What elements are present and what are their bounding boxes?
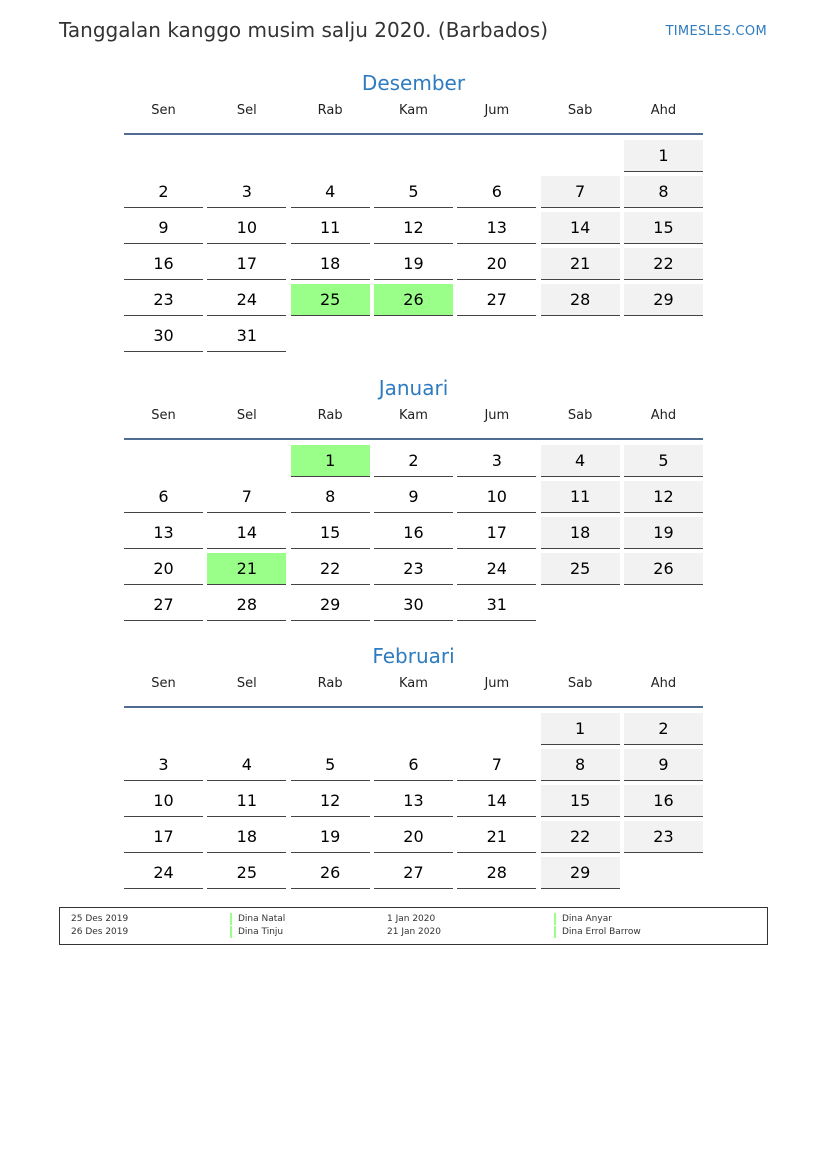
holiday-legend	[59, 907, 768, 945]
day-cell: 17	[207, 248, 286, 280]
legend-date: 21 Jan 2020	[387, 927, 441, 937]
day-cell: 15	[291, 517, 370, 549]
day-cell: 29	[624, 284, 703, 316]
legend-date: 25 Des 2019	[71, 914, 129, 924]
month-name: Februari	[372, 644, 455, 668]
day-cell: 16	[624, 785, 703, 817]
day-cell: 26	[291, 857, 370, 889]
empty-day-cell	[374, 713, 453, 744]
day-cell: 24	[457, 553, 536, 585]
day-cell: 28	[541, 284, 620, 316]
month-block	[124, 374, 703, 625]
day-cell: 21	[541, 248, 620, 280]
empty-day-cell	[457, 140, 536, 171]
day-cell: 5	[291, 749, 370, 781]
day-cell: 2	[624, 713, 703, 745]
day-cell: 25	[541, 553, 620, 585]
day-cell: 15	[541, 785, 620, 817]
empty-day-cell	[624, 320, 703, 351]
day-cell: 30	[374, 589, 453, 621]
day-cell: 15	[624, 212, 703, 244]
day-cell: 27	[374, 857, 453, 889]
day-cell: 1	[541, 713, 620, 745]
day-cell: 19	[374, 248, 453, 280]
day-cell: 2	[374, 445, 453, 477]
day-cell: 16	[124, 248, 203, 280]
day-cell: 14	[207, 517, 286, 549]
empty-day-cell	[207, 713, 286, 744]
day-cell: 11	[291, 212, 370, 244]
weekday-label: Kam	[399, 103, 428, 118]
weekday-label: Ahd	[650, 408, 677, 423]
weekday-header	[124, 674, 703, 708]
legend-date: 26 Des 2019	[71, 927, 129, 937]
weekday-label: Sel	[236, 103, 257, 118]
empty-day-cell	[457, 713, 536, 744]
week-row	[124, 212, 703, 248]
day-cell: 11	[541, 481, 620, 513]
day-cell: 21	[457, 821, 536, 853]
day-cell: 13	[374, 785, 453, 817]
day-cell: 7	[457, 749, 536, 781]
day-cell: 1	[624, 140, 703, 172]
weekday-header	[124, 406, 703, 440]
week-grid	[124, 445, 703, 625]
day-cell: 24	[124, 857, 203, 889]
day-cell: 10	[457, 481, 536, 513]
day-cell: 28	[457, 857, 536, 889]
weekday-label: Sen	[151, 676, 176, 691]
weekday-label: Sab	[567, 408, 593, 423]
weekday-label: Sab	[567, 676, 593, 691]
day-cell: 5	[374, 176, 453, 208]
weekday-label: Rab	[317, 103, 343, 118]
day-cell: 22	[541, 821, 620, 853]
day-cell: 6	[124, 481, 203, 513]
week-row	[124, 589, 703, 625]
day-cell: 14	[457, 785, 536, 817]
day-cell: 23	[374, 553, 453, 585]
empty-day-cell	[207, 140, 286, 171]
day-cell: 31	[457, 589, 536, 621]
week-row	[124, 481, 703, 517]
page-title: Tanggalan kanggo musim salju 2020. (Barbados)	[59, 18, 548, 42]
day-cell: 8	[291, 481, 370, 513]
week-row	[124, 857, 703, 893]
day-cell: 25	[291, 284, 370, 316]
day-cell: 20	[374, 821, 453, 853]
empty-day-cell	[541, 589, 620, 620]
empty-day-cell	[541, 140, 620, 171]
day-cell: 4	[207, 749, 286, 781]
day-cell: 20	[124, 553, 203, 585]
day-cell: 3	[207, 176, 286, 208]
day-cell: 18	[207, 821, 286, 853]
day-cell: 23	[124, 284, 203, 316]
week-row	[124, 785, 703, 821]
weekday-label: Sel	[236, 408, 257, 423]
day-cell: 9	[374, 481, 453, 513]
empty-day-cell	[374, 140, 453, 171]
day-cell: 17	[124, 821, 203, 853]
day-cell: 6	[374, 749, 453, 781]
day-cell: 23	[624, 821, 703, 853]
empty-day-cell	[291, 320, 370, 351]
legend-holiday-name: Dina Tinju	[230, 926, 283, 938]
day-cell: 19	[291, 821, 370, 853]
day-cell: 22	[624, 248, 703, 280]
week-row	[124, 713, 703, 749]
day-cell: 13	[124, 517, 203, 549]
day-cell: 8	[541, 749, 620, 781]
day-cell: 27	[457, 284, 536, 316]
empty-day-cell	[207, 445, 286, 476]
weekday-label: Jum	[484, 676, 510, 691]
legend-holiday-name: Dina Natal	[230, 913, 285, 925]
day-cell: 8	[624, 176, 703, 208]
empty-day-cell	[374, 320, 453, 351]
empty-day-cell	[291, 713, 370, 744]
weekday-label: Sab	[567, 103, 593, 118]
week-row	[124, 320, 703, 356]
day-cell: 12	[291, 785, 370, 817]
week-grid	[124, 140, 703, 356]
month-block	[124, 69, 703, 356]
week-row	[124, 140, 703, 176]
day-cell: 7	[207, 481, 286, 513]
empty-day-cell	[624, 589, 703, 620]
legend-holiday-name: Dina Anyar	[554, 913, 612, 925]
month-name: Januari	[378, 376, 449, 400]
weekday-label: Kam	[399, 408, 428, 423]
day-cell: 20	[457, 248, 536, 280]
day-cell: 11	[207, 785, 286, 817]
week-row	[124, 821, 703, 857]
weekday-label: Kam	[399, 676, 428, 691]
legend-date: 1 Jan 2020	[387, 914, 436, 924]
day-cell: 30	[124, 320, 203, 352]
day-cell: 2	[124, 176, 203, 208]
month-block	[124, 642, 703, 893]
day-cell: 19	[624, 517, 703, 549]
day-cell: 6	[457, 176, 536, 208]
empty-day-cell	[124, 140, 203, 171]
day-cell: 16	[374, 517, 453, 549]
day-cell: 21	[207, 553, 286, 585]
weekday-label: Rab	[317, 408, 343, 423]
weekday-label: Rab	[317, 676, 343, 691]
day-cell: 26	[374, 284, 453, 316]
day-cell: 12	[624, 481, 703, 513]
day-cell: 10	[207, 212, 286, 244]
day-cell: 27	[124, 589, 203, 621]
week-row	[124, 248, 703, 284]
day-cell: 3	[124, 749, 203, 781]
empty-day-cell	[124, 445, 203, 476]
day-cell: 29	[541, 857, 620, 889]
empty-day-cell	[124, 713, 203, 744]
empty-day-cell	[457, 320, 536, 351]
weekday-label: Sel	[236, 676, 257, 691]
week-row	[124, 749, 703, 785]
day-cell: 22	[291, 553, 370, 585]
day-cell: 18	[541, 517, 620, 549]
empty-day-cell	[291, 140, 370, 171]
weekday-label: Ahd	[650, 676, 677, 691]
brand-link[interactable]: TIMESLES.COM	[665, 24, 767, 39]
week-row	[124, 445, 703, 481]
empty-day-cell	[624, 857, 703, 888]
week-grid	[124, 713, 703, 893]
day-cell: 5	[624, 445, 703, 477]
day-cell: 26	[624, 553, 703, 585]
week-row	[124, 553, 703, 589]
week-row	[124, 284, 703, 320]
day-cell: 18	[291, 248, 370, 280]
day-cell: 17	[457, 517, 536, 549]
day-cell: 9	[124, 212, 203, 244]
legend-holiday-name: Dina Errol Barrow	[554, 926, 641, 938]
empty-day-cell	[541, 320, 620, 351]
day-cell: 29	[291, 589, 370, 621]
day-cell: 25	[207, 857, 286, 889]
weekday-header	[124, 101, 703, 135]
weekday-label: Sen	[151, 103, 176, 118]
day-cell: 14	[541, 212, 620, 244]
day-cell: 13	[457, 212, 536, 244]
day-cell: 1	[291, 445, 370, 477]
day-cell: 31	[207, 320, 286, 352]
week-row	[124, 517, 703, 553]
day-cell: 10	[124, 785, 203, 817]
weekday-label: Jum	[484, 103, 510, 118]
week-row	[124, 176, 703, 212]
month-name: Desember	[361, 71, 466, 95]
day-cell: 9	[624, 749, 703, 781]
day-cell: 3	[457, 445, 536, 477]
weekday-label: Jum	[484, 408, 510, 423]
day-cell: 4	[541, 445, 620, 477]
day-cell: 12	[374, 212, 453, 244]
day-cell: 28	[207, 589, 286, 621]
day-cell: 4	[291, 176, 370, 208]
weekday-label: Sen	[151, 408, 176, 423]
day-cell: 7	[541, 176, 620, 208]
day-cell: 24	[207, 284, 286, 316]
weekday-label: Ahd	[650, 103, 677, 118]
